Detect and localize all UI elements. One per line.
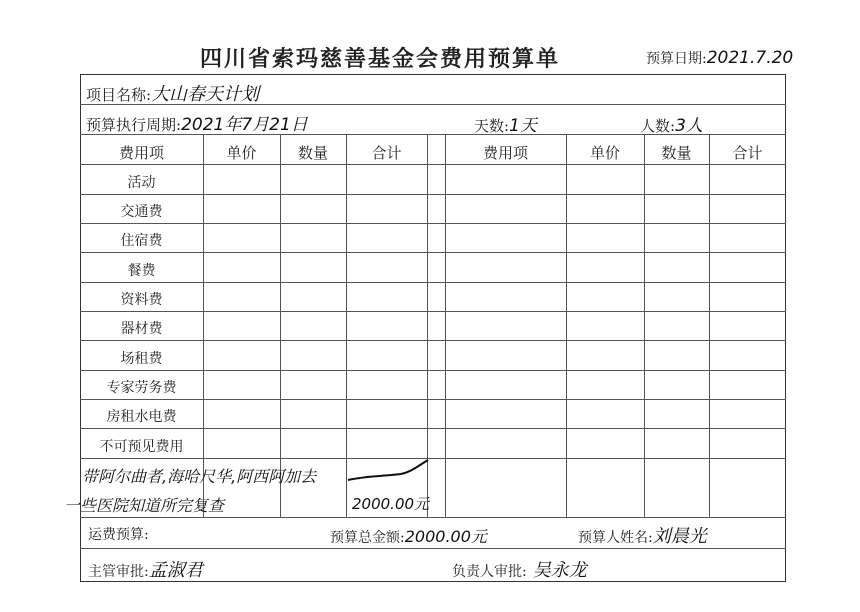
total-amount	[330, 524, 487, 547]
freight-budget	[88, 524, 149, 544]
project-name	[86, 80, 259, 106]
preparer-name	[578, 522, 707, 548]
handwritten-strike-mark	[346, 456, 436, 486]
total-amount-label: 预算总金额:	[330, 530, 405, 546]
expense-item-rent-utilities: 房租水电费	[106, 409, 177, 425]
row-divider	[80, 252, 786, 253]
header-left-qty: 数量	[297, 144, 328, 162]
column-divider	[280, 134, 281, 517]
column-divider	[644, 134, 645, 517]
header-right-item: 费用项	[482, 144, 528, 162]
expense-item-meals: 餐费	[127, 263, 156, 279]
row-divider	[80, 428, 786, 429]
header-left-item: 费用项	[118, 144, 164, 162]
expense-item-equipment: 器材费	[120, 321, 163, 337]
row-divider	[80, 164, 786, 165]
freight-label: 运费预算:	[88, 527, 149, 543]
people-count	[640, 111, 703, 136]
row-divider	[80, 282, 786, 283]
expense-item-materials: 资料费	[120, 292, 163, 308]
days-label: 天数:	[474, 117, 510, 135]
row-divider	[80, 311, 786, 312]
expense-item-activity: 活动	[127, 175, 156, 191]
expense-item-expert-fee: 专家劳务费	[106, 380, 177, 396]
days-value: 1天	[509, 116, 537, 136]
manager-signature: 吴永龙	[532, 560, 587, 581]
supervisor-approval	[88, 556, 203, 582]
preparer-label: 预算人姓名:	[578, 530, 653, 546]
budget-date-label: 预算日期:	[646, 51, 707, 67]
supervisor-label: 主管审批:	[88, 564, 149, 580]
row-divider	[80, 399, 786, 400]
expense-item-lodging: 住宿费	[120, 233, 163, 249]
handwritten-note-total: 2000.00元	[352, 495, 430, 513]
preparer-signature: 刘晨光	[652, 526, 707, 547]
expense-item-contingency: 不可预见费用	[99, 439, 184, 455]
header-right-total: 合计	[732, 144, 763, 162]
row-divider	[80, 548, 786, 549]
form-title: 四川省索玛慈善基金会费用预算单	[199, 46, 560, 72]
manager-label: 负责人审批:	[452, 564, 527, 580]
budget-date	[646, 48, 793, 68]
row-divider	[80, 340, 786, 341]
column-divider	[203, 134, 204, 517]
project-name-value: 大山春天计划	[151, 84, 260, 105]
header-right-price: 单价	[589, 144, 620, 162]
row-divider	[80, 370, 786, 371]
expense-item-transport: 交通费	[120, 204, 163, 220]
budget-period-label: 预算执行周期:	[86, 116, 182, 134]
handwritten-note-line1: 带阿尔曲者,海哈尺华,阿西阿加去	[82, 467, 317, 486]
expense-item-venue: 场租费	[120, 351, 163, 367]
people-label: 人数:	[640, 117, 676, 135]
row-divider	[80, 194, 786, 195]
manager-approval	[452, 556, 587, 582]
budget-period	[86, 110, 308, 135]
header-left-price: 单价	[226, 144, 257, 162]
budget-period-value: 2021年7月21日	[181, 115, 308, 135]
header-left-total: 合计	[371, 144, 402, 162]
supervisor-signature: 孟淑君	[148, 560, 203, 581]
project-name-label: 项目名称:	[86, 86, 152, 104]
days-count	[474, 111, 537, 136]
column-divider	[566, 134, 567, 517]
row-divider	[80, 223, 786, 224]
total-amount-value: 2000.00元	[404, 527, 487, 546]
column-divider	[445, 134, 446, 517]
budget-date-value: 2021.7.20	[706, 48, 794, 68]
handwritten-note-line2: 一些医院知道所完复查	[64, 496, 225, 515]
header-right-qty: 数量	[661, 144, 692, 162]
column-divider	[709, 134, 710, 517]
people-value: 3人	[675, 116, 703, 136]
row-divider	[80, 517, 786, 518]
